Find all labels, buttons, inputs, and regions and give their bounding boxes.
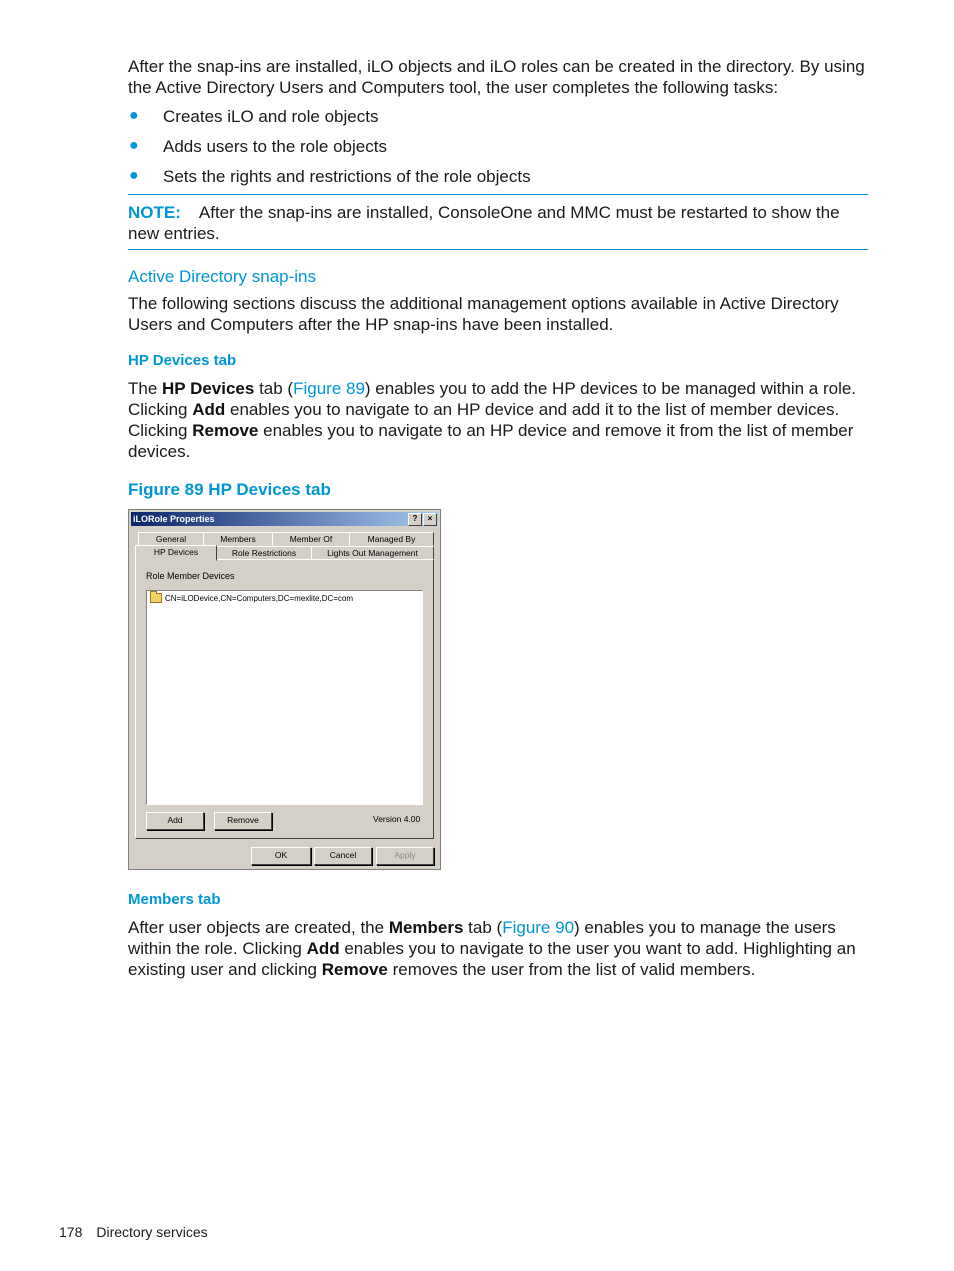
tab-hp-devices[interactable]: HP Devices xyxy=(135,545,217,561)
dialog-title: iLORole Properties xyxy=(133,514,215,524)
version-label: Version 4.00 xyxy=(373,814,421,824)
tab-general[interactable]: General xyxy=(138,532,204,546)
tab-lights-out-management[interactable]: Lights Out Management xyxy=(311,546,434,560)
ilorole-properties-dialog xyxy=(128,509,441,870)
add-button[interactable]: Add xyxy=(146,812,204,830)
tab-panel xyxy=(135,559,434,839)
figure-90-link[interactable]: Figure 90 xyxy=(502,918,575,937)
footer-section-title: Directory services xyxy=(96,1224,208,1240)
figure-89-link[interactable]: Figure 89 xyxy=(293,379,365,398)
tab-members[interactable]: Members xyxy=(203,532,273,546)
role-member-devices-label: Role Member Devices xyxy=(146,571,235,581)
tab-managed-by[interactable]: Managed By xyxy=(349,532,434,546)
member-devices-list[interactable] xyxy=(146,590,423,805)
list-item[interactable]: CN=iLODevice,CN=Computers,DC=mexlite,DC=com xyxy=(150,593,353,603)
list-item: ● Adds users to the role objects xyxy=(129,137,387,156)
cancel-button[interactable]: Cancel xyxy=(314,847,372,865)
tab-role-restrictions[interactable]: Role Restrictions xyxy=(216,546,312,560)
page-number: 178 xyxy=(59,1224,83,1240)
intro-paragraph: After the snap-ins are installed, iLO objects and iLO roles can be created in the directory. By using the Active Directory Users and Computers tool, the user completes the following tasks: xyxy=(128,57,865,97)
ad-snapins-paragraph: The following sections discuss the additional management options available in Active Directory Users and Computers after the HP snap-ins have been installed. xyxy=(128,294,839,334)
dialog-titlebar xyxy=(131,512,438,526)
task-list xyxy=(128,106,868,196)
page-footer xyxy=(59,1224,208,1240)
bullet-icon: ● xyxy=(129,167,139,184)
hp-devices-paragraph: The HP Devices tab (Figure 89) enables you to add the HP devices to be managed within a role. Clicking Add enables you to navigate to an HP device and add it to the list of member devices. Clicking Remove enables you to navigate to an HP device and remove it from the list of member devices. xyxy=(128,379,857,461)
section-heading-ad-snapins: Active Directory snap-ins xyxy=(128,267,317,286)
note-box xyxy=(128,194,868,250)
help-button[interactable]: ? xyxy=(408,513,422,526)
list-item: ● Creates iLO and role objects xyxy=(129,107,379,126)
bullet-icon: ● xyxy=(129,107,139,124)
ok-button[interactable]: OK xyxy=(251,847,311,865)
list-item: ● Sets the rights and restrictions of the role objects xyxy=(129,167,531,186)
folder-icon xyxy=(150,593,162,603)
members-paragraph: After user objects are created, the Members tab (Figure 90) enables you to manage the users within the role. Clicking Add enables you to navigate to the user you want to add. Highlighting an existing user and clicking Remove removes the user from the list of valid members. xyxy=(128,918,856,979)
apply-button[interactable]: Apply xyxy=(376,847,434,865)
note-label: NOTE: xyxy=(128,203,181,222)
tab-member-of[interactable]: Member Of xyxy=(272,532,350,546)
note-text: After the snap-ins are installed, ConsoleOne and MMC must be restarted to show the new entries. xyxy=(128,203,840,243)
bullet-icon: ● xyxy=(129,137,139,154)
figure-caption: Figure 89 HP Devices tab xyxy=(128,480,331,499)
document-page xyxy=(128,56,868,980)
close-button[interactable]: × xyxy=(423,513,437,526)
section-heading-hp-devices: HP Devices tab xyxy=(128,352,237,369)
remove-button[interactable]: Remove xyxy=(214,812,272,830)
section-heading-members: Members tab xyxy=(128,891,221,908)
